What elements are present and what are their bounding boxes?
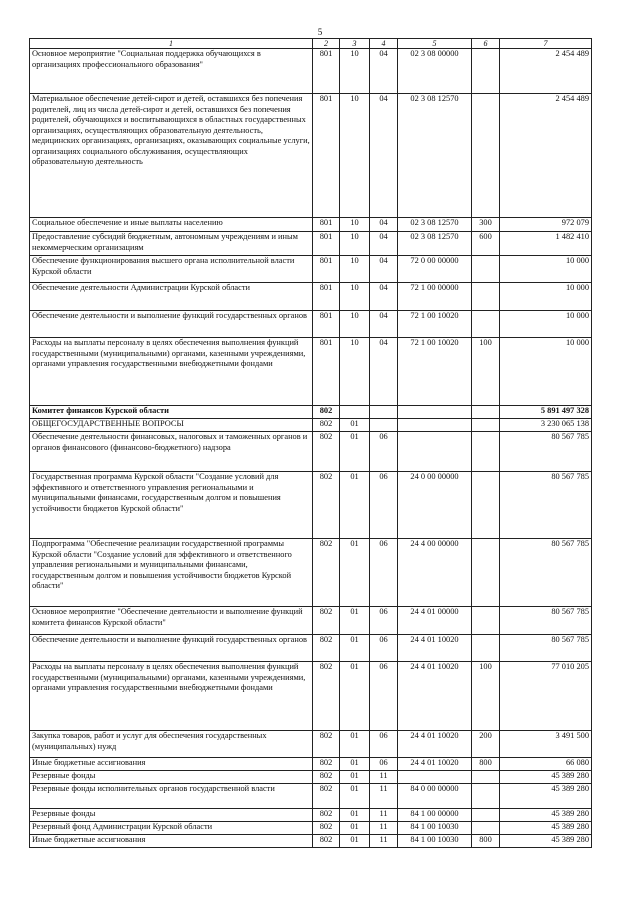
amount-cell: 45 389 280 (500, 784, 592, 809)
amount-cell: 2 454 489 (500, 94, 592, 218)
amount-cell: 45 389 280 (500, 771, 592, 784)
page-number: 5 (317, 27, 323, 37)
section-code-cell: 10 (340, 232, 370, 256)
section-code-cell: 01 (340, 472, 370, 539)
subsection-code-cell: 04 (370, 283, 398, 311)
ministry-code-cell: 802 (313, 731, 340, 758)
expense-name-cell: Комитет финансов Курской области (30, 406, 313, 419)
section-code-cell: 10 (340, 256, 370, 283)
expense-name-cell: Иные бюджетные ассигнования (30, 758, 313, 771)
amount-cell: 80 567 785 (500, 432, 592, 472)
subsection-code-cell: 04 (370, 49, 398, 94)
expense-type-cell (472, 809, 500, 822)
section-code-cell: 01 (340, 635, 370, 662)
subsection-code-cell: 06 (370, 635, 398, 662)
table-row (30, 419, 592, 432)
expense-type-cell: 800 (472, 758, 500, 771)
target-article-cell: 72 1 00 10020 (398, 311, 472, 338)
subsection-code-cell: 04 (370, 232, 398, 256)
table-row (30, 432, 592, 472)
subsection-code-cell: 11 (370, 835, 398, 848)
subsection-code-cell: 06 (370, 731, 398, 758)
target-article-cell: 24 4 01 10020 (398, 635, 472, 662)
subsection-code-cell: 06 (370, 539, 398, 607)
expense-type-cell (472, 539, 500, 607)
expense-type-cell: 100 (472, 662, 500, 731)
target-article-cell: 24 4 01 10020 (398, 662, 472, 731)
target-article-cell (398, 432, 472, 472)
amount-cell: 77 010 205 (500, 662, 592, 731)
expense-type-cell (472, 822, 500, 835)
section-code-cell: 10 (340, 283, 370, 311)
amount-cell: 3 230 065 138 (500, 419, 592, 432)
amount-cell: 45 389 280 (500, 809, 592, 822)
subsection-code-cell: 06 (370, 607, 398, 635)
amount-cell: 80 567 785 (500, 472, 592, 539)
target-article-cell: 02 3 08 12570 (398, 94, 472, 218)
ministry-code-cell: 801 (313, 311, 340, 338)
section-code-cell: 01 (340, 731, 370, 758)
expense-name-cell: Обеспечение деятельности и выполнение функций государственных органов (30, 311, 313, 338)
amount-cell: 972 079 (500, 218, 592, 232)
target-article-cell: 24 4 01 10020 (398, 731, 472, 758)
target-article-cell: 84 0 00 00000 (398, 784, 472, 809)
ministry-code-cell: 802 (313, 784, 340, 809)
amount-cell: 2 454 489 (500, 49, 592, 94)
header-col-6: 6 (472, 39, 500, 49)
section-code-cell: 10 (340, 49, 370, 94)
amount-cell: 10 000 (500, 311, 592, 338)
ministry-code-cell: 801 (313, 49, 340, 94)
section-code-cell (340, 406, 370, 419)
amount-cell: 80 567 785 (500, 539, 592, 607)
amount-cell: 10 000 (500, 338, 592, 406)
expense-type-cell (472, 635, 500, 662)
budget-table (29, 38, 592, 848)
table-row (30, 731, 592, 758)
subsection-code-cell: 06 (370, 758, 398, 771)
expense-type-cell (472, 607, 500, 635)
table-row (30, 809, 592, 822)
ministry-code-cell: 801 (313, 283, 340, 311)
expense-type-cell: 800 (472, 835, 500, 848)
table-row (30, 283, 592, 311)
amount-cell: 45 389 280 (500, 835, 592, 848)
column-number-header (30, 39, 592, 49)
subsection-code-cell (370, 406, 398, 419)
expense-name-cell: Резервные фонды (30, 809, 313, 822)
header-col-7: 7 (500, 39, 592, 49)
ministry-code-cell: 801 (313, 232, 340, 256)
subsection-code-cell: 04 (370, 94, 398, 218)
amount-cell: 1 482 410 (500, 232, 592, 256)
expense-name-cell: Подпрограмма "Обеспечение реализации государственной программы Курской области "Создание условий для эффективного и ответственного управления региональными и муниципальными финансами, государственным долгом и повышения устойчивости бюджетов Курской области" (30, 539, 313, 607)
expense-type-cell: 300 (472, 218, 500, 232)
expense-type-cell (472, 472, 500, 539)
target-article-cell: 24 4 01 10020 (398, 758, 472, 771)
subsection-code-cell: 04 (370, 311, 398, 338)
ministry-code-cell: 802 (313, 406, 340, 419)
table-row (30, 822, 592, 835)
expense-name-cell: Расходы на выплаты персоналу в целях обеспечения выполнения функций государственными (муниципальными) органами, казенными учреждениями, органами управления государственными внебюджетными фондами (30, 662, 313, 731)
expense-name-cell: Основное мероприятие "Социальная поддержка обучающихся в организациях профессионального образования" (30, 49, 313, 94)
section-code-cell: 01 (340, 607, 370, 635)
expense-name-cell: Резервные фонды исполнительных органов государственной власти (30, 784, 313, 809)
table-row (30, 338, 592, 406)
expense-type-cell (472, 432, 500, 472)
target-article-cell: 84 1 00 10030 (398, 822, 472, 835)
expense-type-cell: 200 (472, 731, 500, 758)
expense-name-cell: Обеспечение деятельности Администрации Курской области (30, 283, 313, 311)
expense-name-cell: Социальное обеспечение и иные выплаты населению (30, 218, 313, 232)
section-code-cell: 10 (340, 94, 370, 218)
ministry-code-cell: 802 (313, 419, 340, 432)
expense-name-cell: Обеспечение деятельности финансовых, налоговых и таможенных органов и органов финансового (финансово-бюджетного) надзора (30, 432, 313, 472)
table-row (30, 49, 592, 94)
target-article-cell: 84 1 00 10030 (398, 835, 472, 848)
expense-name-cell: Обеспечение деятельности и выполнение функций государственных органов (30, 635, 313, 662)
amount-cell: 10 000 (500, 256, 592, 283)
table-row (30, 539, 592, 607)
ministry-code-cell: 801 (313, 218, 340, 232)
expense-name-cell: Закупка товаров, работ и услуг для обеспечения государственных (муниципальных) нужд (30, 731, 313, 758)
expense-type-cell (472, 784, 500, 809)
section-code-cell: 01 (340, 809, 370, 822)
ministry-code-cell: 802 (313, 822, 340, 835)
subsection-code-cell: 11 (370, 771, 398, 784)
table-row (30, 472, 592, 539)
expense-type-cell: 100 (472, 338, 500, 406)
target-article-cell: 02 3 08 12570 (398, 218, 472, 232)
expense-type-cell (472, 283, 500, 311)
amount-cell: 5 891 497 328 (500, 406, 592, 419)
ministry-code-cell: 802 (313, 635, 340, 662)
ministry-code-cell: 802 (313, 809, 340, 822)
target-article-cell: 02 3 08 12570 (398, 232, 472, 256)
expense-name-cell: Предоставление субсидий бюджетным, автономным учреждениям и иным некоммерческим организациям (30, 232, 313, 256)
subsection-code-cell: 11 (370, 822, 398, 835)
table-row (30, 662, 592, 731)
target-article-cell: 84 1 00 00000 (398, 809, 472, 822)
target-article-cell (398, 406, 472, 419)
expense-type-cell: 600 (472, 232, 500, 256)
section-code-cell: 01 (340, 662, 370, 731)
section-code-cell: 01 (340, 419, 370, 432)
expense-name-cell: Резервные фонды (30, 771, 313, 784)
table-row (30, 232, 592, 256)
section-code-cell: 10 (340, 338, 370, 406)
header-col-4: 4 (370, 39, 398, 49)
expense-name-cell: Материальное обеспечение детей-сирот и детей, оставшихся без попечения родителей, лиц из числа детей-сирот и детей, оставшихся без попечения родителей, обучающихся и воспитывающихся в областных государственных организациях, осуществляющих образовательную деятельность, медицинских организациях, организациях, оказывающих социальные услуги, организациях социального обслуживания, осуществляющих образовательную деятельность (30, 94, 313, 218)
section-code-cell: 01 (340, 822, 370, 835)
expense-name-cell: Основное мероприятие "Обеспечение деятельности и выполнение функций комитета финансов Курской области" (30, 607, 313, 635)
target-article-cell: 02 3 08 00000 (398, 49, 472, 94)
table-row (30, 758, 592, 771)
section-code-cell: 10 (340, 311, 370, 338)
amount-cell: 80 567 785 (500, 607, 592, 635)
target-article-cell: 72 1 00 00000 (398, 283, 472, 311)
table-row (30, 784, 592, 809)
ministry-code-cell: 801 (313, 256, 340, 283)
target-article-cell: 72 0 00 00000 (398, 256, 472, 283)
expense-type-cell (472, 94, 500, 218)
table-row (30, 256, 592, 283)
expense-name-cell: Расходы на выплаты персоналу в целях обеспечения выполнения функций государственными (муниципальными) органами, казенными учреждениями, органами управления государственными внебюджетными фондами (30, 338, 313, 406)
header-col-2: 2 (313, 39, 340, 49)
expense-type-cell (472, 771, 500, 784)
expense-type-cell (472, 256, 500, 283)
target-article-cell (398, 771, 472, 784)
table-row (30, 835, 592, 848)
ministry-code-cell: 802 (313, 758, 340, 771)
expense-type-cell (472, 311, 500, 338)
subsection-code-cell: 11 (370, 809, 398, 822)
amount-cell: 3 491 500 (500, 731, 592, 758)
expense-type-cell (472, 419, 500, 432)
section-code-cell: 01 (340, 771, 370, 784)
section-code-cell: 01 (340, 432, 370, 472)
ministry-code-cell: 801 (313, 94, 340, 218)
table-row (30, 607, 592, 635)
amount-cell: 80 567 785 (500, 635, 592, 662)
ministry-code-cell: 802 (313, 662, 340, 731)
target-article-cell: 24 0 00 00000 (398, 472, 472, 539)
section-code-cell: 01 (340, 835, 370, 848)
target-article-cell (398, 419, 472, 432)
subsection-code-cell: 06 (370, 432, 398, 472)
target-article-cell: 72 1 00 10020 (398, 338, 472, 406)
budget-table-body (30, 39, 592, 848)
header-col-3: 3 (340, 39, 370, 49)
subsection-code-cell: 04 (370, 256, 398, 283)
header-col-1: 1 (30, 39, 313, 49)
table-row (30, 406, 592, 419)
section-code-cell: 01 (340, 784, 370, 809)
ministry-code-cell: 802 (313, 472, 340, 539)
amount-cell: 10 000 (500, 283, 592, 311)
subsection-code-cell (370, 419, 398, 432)
amount-cell: 45 389 280 (500, 822, 592, 835)
section-code-cell: 01 (340, 539, 370, 607)
expense-type-cell (472, 406, 500, 419)
header-col-5: 5 (398, 39, 472, 49)
expense-name-cell: ОБЩЕГОСУДАРСТВЕННЫЕ ВОПРОСЫ (30, 419, 313, 432)
table-row (30, 635, 592, 662)
section-code-cell: 01 (340, 758, 370, 771)
subsection-code-cell: 04 (370, 338, 398, 406)
expense-type-cell (472, 49, 500, 94)
subsection-code-cell: 06 (370, 472, 398, 539)
subsection-code-cell: 06 (370, 662, 398, 731)
expense-name-cell: Резервный фонд Администрации Курской области (30, 822, 313, 835)
expense-name-cell: Иные бюджетные ассигнования (30, 835, 313, 848)
ministry-code-cell: 802 (313, 432, 340, 472)
subsection-code-cell: 11 (370, 784, 398, 809)
expense-name-cell: Обеспечение функционирования высшего органа исполнительной власти Курской области (30, 256, 313, 283)
table-row (30, 218, 592, 232)
table-row (30, 311, 592, 338)
table-row (30, 94, 592, 218)
target-article-cell: 24 4 01 00000 (398, 607, 472, 635)
amount-cell: 66 080 (500, 758, 592, 771)
expense-name-cell: Государственная программа Курской области "Создание условий для эффективного и ответственного управления региональными и муниципальными финансами, государственным долгом и повышения устойчивости бюджетов Курской области" (30, 472, 313, 539)
subsection-code-cell: 04 (370, 218, 398, 232)
table-row (30, 771, 592, 784)
ministry-code-cell: 802 (313, 539, 340, 607)
ministry-code-cell: 802 (313, 607, 340, 635)
section-code-cell: 10 (340, 218, 370, 232)
ministry-code-cell: 801 (313, 338, 340, 406)
ministry-code-cell: 802 (313, 835, 340, 848)
ministry-code-cell: 802 (313, 771, 340, 784)
target-article-cell: 24 4 00 00000 (398, 539, 472, 607)
